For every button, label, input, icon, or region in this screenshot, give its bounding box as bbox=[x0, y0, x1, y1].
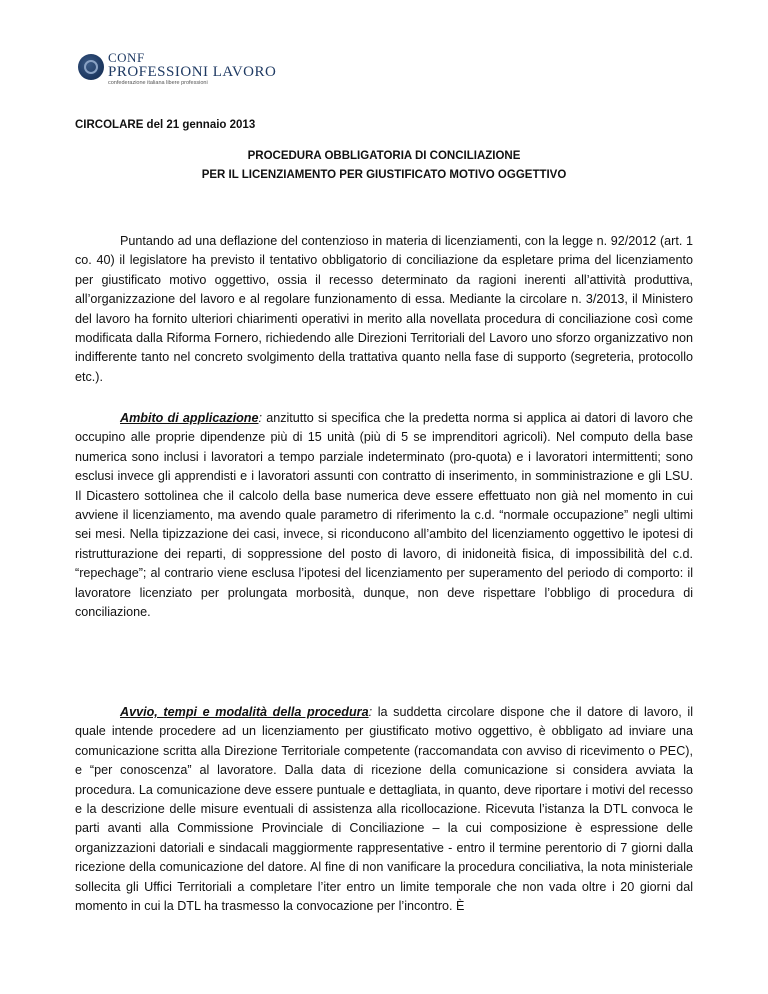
confprofessioni-logo bbox=[78, 50, 278, 90]
section-heading-procedure-colon: : bbox=[368, 705, 373, 719]
paragraph-procedure-text: la suddetta circolare dispone che il datore di lavoro, il quale intende procedere ad un licenziamento per giustificato motivo oggettivo, è obbligato ad inviare una comunicazione scritta alla Direzione Territoriale competente (raccomandata con avviso di ricevimento o PEC), e “per conoscenza” al lavoratore. Dalla data di ricezione della comunicazione si considera avviata la procedura. La comunicazione deve essere puntuale e dettagliata, in quanto, deve riportare i motivi del recesso e la descrizione delle misure eventuali di assistenza alla ricollocazione. Ricevuta l’istanza la DTL convoca le parti avanti alla Commissione Provinciale di Conciliazione – la cui composizione è espressione delle organizzazioni datoriali e sindacali maggiormente rappresentative - entro il termine perentorio di 7 giorni dalla ricezione della comunicazione del datore. Al fine di non vanificare la procedura conciliativa, la nota ministeriale sollecita gli Uffici Territoriali a completare l’iter entro un limite temporale che non vada oltre i 20 giorni dal momento in cui la DTL ha trasmesso la convocazione per l’incontro. È bbox=[75, 705, 693, 914]
paragraph-scope-text: anzitutto si specifica che la predetta norma si applica ai datori di lavoro che occupino alle proprie dipendenze più di 15 unità (più di 5 se imprenditori agricoli). Nel computo della base numerica sono inclusi i lavoratori a tempo parziale indeterminato (pro-quota) e i lavoratori intermittenti; sono esclusi invece gli apprendisti e i lavoratori assunti con contratto di inserimento, in somministrazione e gli LSU. Il Dicastero sottolinea che il calcolo della base numerica deve essere effettuato non già nel momento in cui avviene il licenziamento, ma avendo quale parametro di riferimento la c.d. “normale occupazione” negli ultimi sei mesi. Nella tipizzazione dei casi, invece, si riconducono all’ambito del licenziamento oggettivo le ipotesi di ristrutturazione dei reparti, di soppressione del posto di lavoro, di inidoneità fisica, di impossibilità del c.d. “repechage”; al contrario viene esclusa l’ipotesi del licenziamento per superamento del periodo di comporto: il lavoratore licenziato per prolungata morbosità, dunque, non deve rispettare l’obbligo di procedura di conciliazione. bbox=[75, 411, 693, 620]
section-heading-scope-colon: : bbox=[258, 411, 263, 425]
logo-line1: CONF bbox=[108, 50, 145, 65]
circular-date: CIRCOLARE del 21 gennaio 2013 bbox=[75, 119, 256, 131]
section-heading-procedure: Avvio, tempi e modalità della procedura bbox=[120, 705, 369, 719]
paragraph-procedure bbox=[75, 703, 693, 916]
section-heading-scope: Ambito di applicazione bbox=[120, 411, 259, 425]
document-title-line1: PROCEDURA OBBLIGATORIA DI CONCILIAZIONE bbox=[247, 150, 521, 162]
paragraph-introduction bbox=[75, 232, 693, 387]
logo-wordmark bbox=[108, 51, 276, 79]
logo-line2: PROFESSIONI LAVORO bbox=[108, 64, 277, 80]
document-title-line2: PER IL LICENZIAMENTO PER GIUSTIFICATO MOTIVO OGGETTIVO bbox=[201, 169, 567, 181]
paragraph-scope bbox=[75, 409, 693, 622]
logo-tagline: confederazione italiana libere professioni bbox=[108, 80, 208, 86]
logo-globe-icon bbox=[78, 54, 104, 80]
paragraph-introduction-text: Puntando ad una deflazione del contenzioso in materia di licenziamenti, con la legge n. 92/2012 (art. 1 co. 40) il legislatore ha previsto il tentativo obbligatorio di conciliazione da espletare prima del licenziamento per giustificato motivo oggettivo, ossia il recesso determinato da ragioni inerenti all’attività produttiva, all’organizzazione del lavoro e al regolare funzionamento di essa. Mediante la circolare n. 3/2013, il Ministero del lavoro ha fornito ulteriori chiarimenti operativi in merito alla novellata procedura di conciliazione così come modificata dalla Riforma Fornero, richiedendo alle Direzioni Territoriali del Lavoro uno sforzo organizzativo non indifferente tanto nel concreto svolgimento della trattativa quanto nella fase di supporto (segreteria, protocollo etc.). bbox=[75, 234, 693, 384]
